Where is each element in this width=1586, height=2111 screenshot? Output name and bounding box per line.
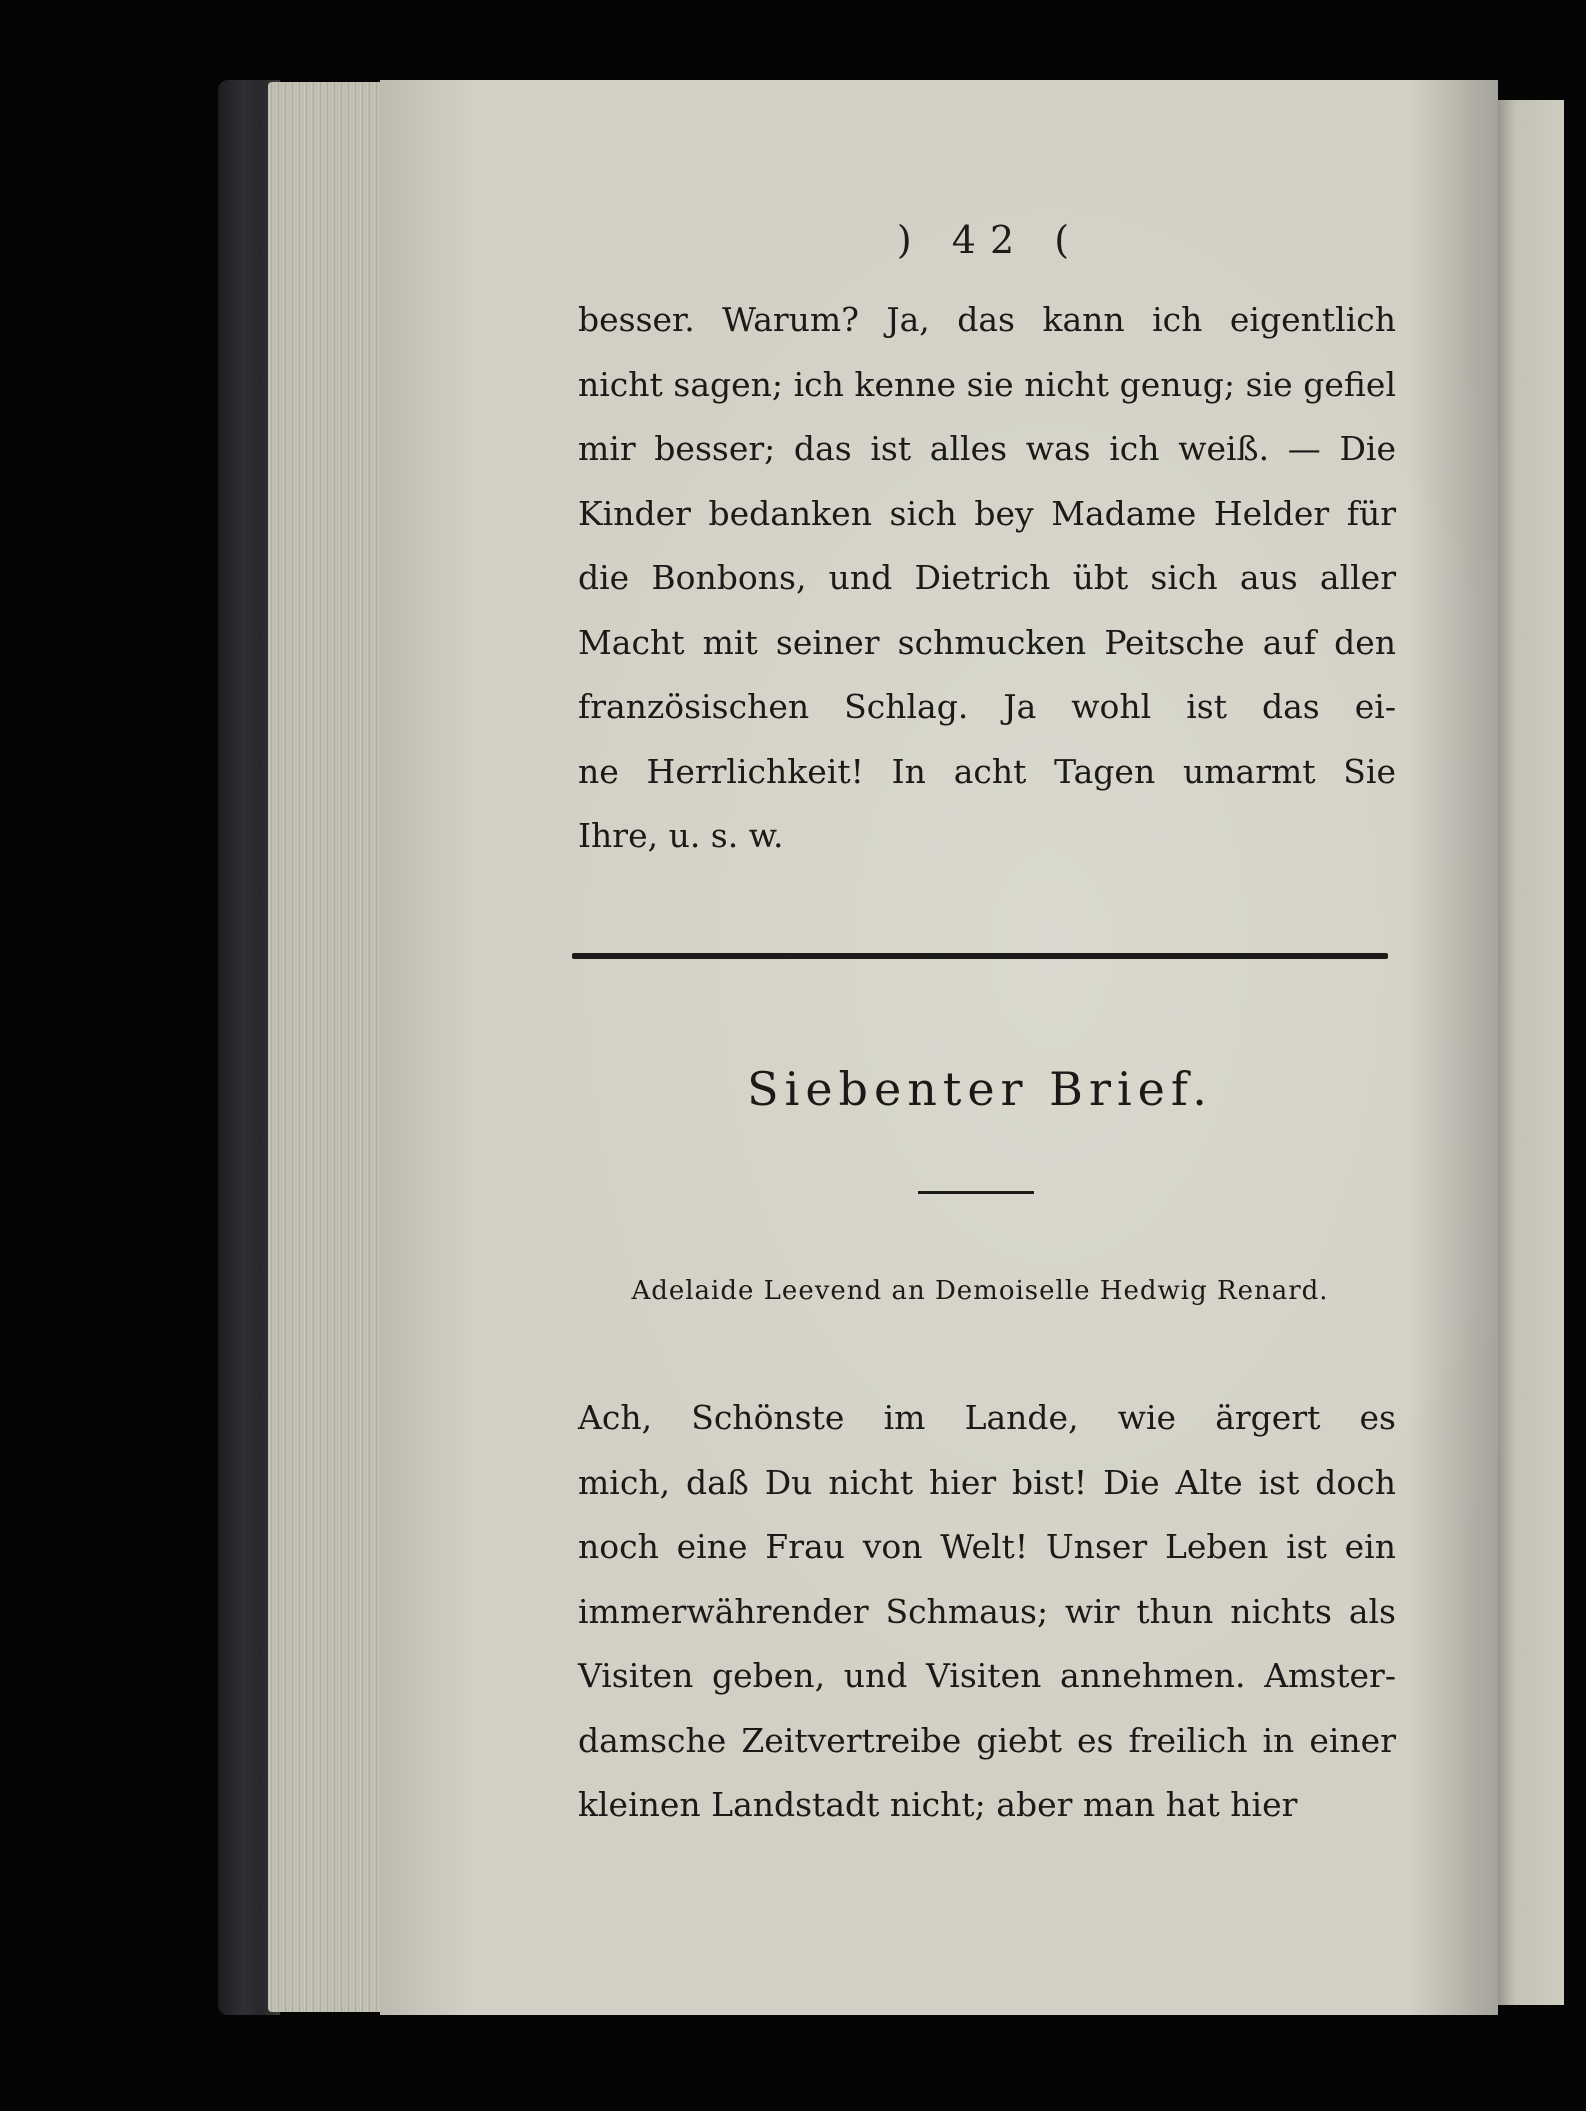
text-line: nicht sagen; ich kenne sie nicht genug; sie gefiel <box>578 364 1396 404</box>
text-line: Visiten geben, und Visiten annehmen. Amster- <box>578 1656 1396 1695</box>
text-line: Macht mit seiner schmucken Peitsche auf den <box>578 622 1396 662</box>
text-line: immerwährender Schmaus; wir thun nichts als <box>578 1591 1396 1631</box>
text-line: kleinen Landstadt nicht; aber man hat hier <box>578 1785 1298 1824</box>
text-line: Ihre, u. s. w. <box>578 816 784 855</box>
text-line: Kinder bedanken sich bey Madame Helder für <box>578 493 1396 533</box>
section-divider <box>572 953 1388 959</box>
text-line: Ach, Schönste im Lande, wie ärgert es <box>578 1398 1396 1437</box>
title-underline <box>918 1191 1034 1194</box>
text-line: besser. Warum? Ja, das kann ich eigentlich <box>578 300 1396 339</box>
page-edges <box>268 82 388 2012</box>
text-line: damsche Zeitvertreibe giebt es freilich in einer <box>578 1720 1396 1760</box>
text-line: noch eine Frau von Welt! Unser Leben ist ein <box>578 1527 1396 1566</box>
next-page-edge <box>1494 100 1564 2005</box>
text-line: französischen Schlag. Ja wohl ist das ei- <box>578 687 1396 726</box>
letter-heading: Adelaide Leevend an Demoiselle Hedwig Renard. <box>631 1276 1329 1306</box>
text-line: ne Herrlichkeit! In acht Tagen umarmt Sie <box>578 751 1396 791</box>
text-line: mir besser; das ist alles was ich weiß. — Die <box>578 429 1396 468</box>
text-line: die Bonbons, und Dietrich übt sich aus aller <box>578 558 1396 597</box>
text-line: mich, daß Du nicht hier bist! Die Alte ist doch <box>578 1462 1396 1502</box>
section-title: Siebenter Brief. <box>747 1062 1213 1116</box>
page-number: ) 42 ( <box>896 218 1084 262</box>
